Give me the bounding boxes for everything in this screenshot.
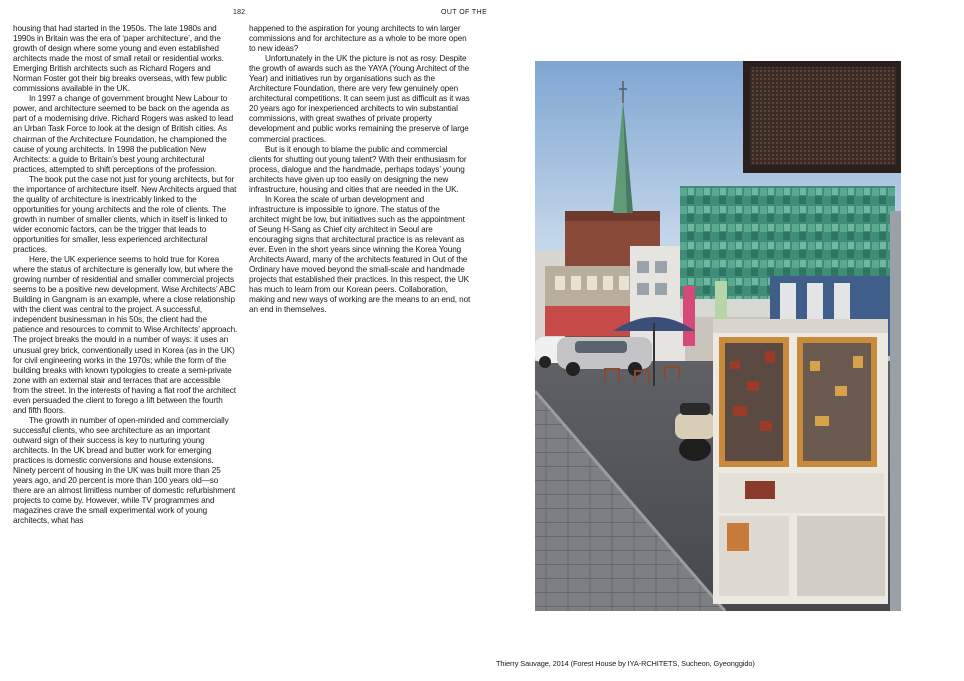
paragraph: Here, the UK experience seems to hold true for Korea where the status of architecture is generally low, but where the growing number of residential and smaller commercial projects seems to be a positive new development. Wise Architects’ ABC Building in Gangnam is an example, where a close relationship with the client was central to the project. A successful, independent businessman in his 50s, the client had the patience and resources to commit to Wise Architects’ approach. The project breaks the mould in a number of ways: it uses an unusual grey brick, conventionally used in Korea (as in the UK) for civil engineering works in the 1970s; while the form of the building breaks with known typologies to create a semi-private zone with an external stair and terraces that are accessible from the street. In the interests of having a flat roof the architect even persuaded the client to forego a lift between the fourth and fifth floors. <box>13 255 238 415</box>
paragraph: The growth in number of open-minded and commercially successful clients, who see architecture as an important outward sign of their success is key to nurturing young architects. In the UK bread and butter work for emerging practices is domestic conversions and house extensions. Ninety percent of housing in the UK was built more than 25 years ago, and 20 percent is more than 100 years old—so there are an almost limitless number of domestic refurbishment projects to come by. However, while TV programmes and magazines crave the small experimental work of young architects, what has <box>13 415 236 526</box>
street-photo <box>535 61 901 611</box>
page-number: 182 <box>233 9 246 16</box>
right-text-column <box>249 24 471 315</box>
paragraph: housing that had started in the 1950s. The late 1980s and 1990s in Britain was the era of ‘paper architecture’, and the growth of design where some young and even established architects made the most of small retail or residential works. Emerging British architects such as Richard Rogers and Norman Foster got their big breaks overseas, with few public commissions available in the UK. <box>13 24 227 94</box>
street-photo-illustration <box>535 61 901 611</box>
running-head: OUT OF THE <box>441 9 488 16</box>
paragraph: Unfortunately in the UK the picture is not as rosy. Despite the growth of awards such as the YAYA (Young Architect of the Year) and initiatives run by organisations such as the Architecture Foundation, there are very few genuinely open architectural competitions. It can seem just as difficult as it was 20 years ago for inexperienced architects to win substantial commissions, with great swathes of private property development and public works remaining the preserve of large commercial practices. <box>249 54 470 144</box>
paragraph: In Korea the scale of urban development and infrastructure is impossible to ignore. The status of the architect might be low, but initiatives such as the appointment of Seung H-Sang as Chief city architect in Seoul are encouraging signs that architectural practice is as relevant as ever. Even in the short years since winning the Korea Young Architects Award, many of the architects featured in Out of the Ordinary have moved beyond the small-scale and handmade projects that established their practices. In this respect, the UK has much to learn from our Korean peers. Collaboration, making and new ways of working are the means to an end, not an end in themselves. <box>249 194 471 315</box>
paragraph: In 1997 a change of government brought New Labour to power, and architecture seemed to be back on the agenda as part of a modernising drive. Richard Rogers was asked to lead an Urban Task Force to look at the design of British cities. As chairman of the Architecture Foundation, he championed the cause of young architects. In 1998 the publication New Architects: a guide to Britain’s best young architectural practices, attempted to shift perceptions of the profession. <box>13 94 234 174</box>
left-text-column <box>13 24 238 526</box>
photo-caption: Thierry Sauvage, 2014 (Forest House by IYA-RCHITETS, Sucheon, Gyeonggido) <box>496 659 755 668</box>
paragraph: happened to the aspiration for young architects to win larger commissions and for architecture as a whole to be more open to new ideas? <box>249 24 467 54</box>
paragraph: The book put the case not just for young architects, but for the importance of architecture itself. New Architects argued that the quality of architecture is inextricably linked to the opportunities for young architects and the role of clients. The growth in number of smaller clients, which in itself is linked to wider economic factors, can be the trigger that leads to opportunities for smaller, less experienced architectural practices. <box>13 174 237 255</box>
paragraph: But is it enough to blame the public and commercial clients for shutting out young talent? With their enthusiasm for process, dialogue and the handmade, perhaps todays’ young architects have given up too easily on designing the new infrastructure, housing and cities that are needed in the UK. <box>249 144 467 194</box>
